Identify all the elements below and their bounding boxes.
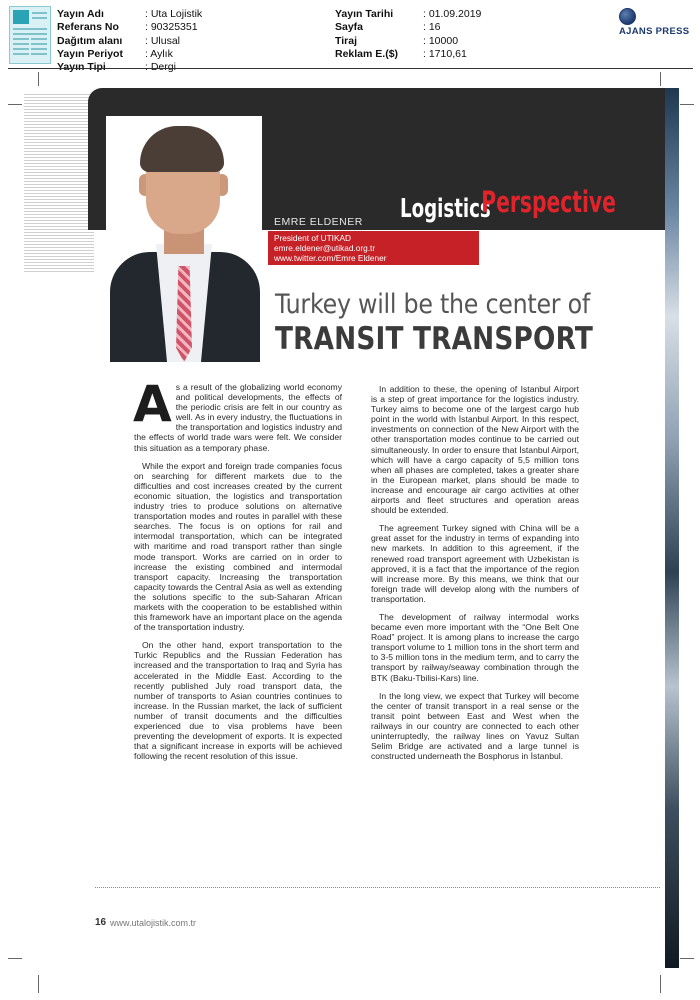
crop-mark bbox=[660, 975, 661, 993]
footer-divider bbox=[95, 887, 660, 888]
meta-value: : 1710,61 bbox=[423, 47, 467, 60]
meta-row bbox=[57, 48, 202, 61]
meta-row bbox=[335, 21, 481, 34]
meta-row bbox=[335, 8, 481, 21]
clipping-meta-right bbox=[335, 8, 481, 61]
halftone-pattern bbox=[24, 92, 94, 272]
paragraph bbox=[133, 375, 342, 453]
page-number: 16 bbox=[95, 917, 107, 928]
crop-mark bbox=[8, 104, 22, 105]
paragraph: In addition to these, the opening of Istanbul Airport is a step of great importance for the logistics industry. Turkey aims to become one of the largest cargo hub point in the world with İstanbul Airport. In this respect, investments on connection of the New Airport with the other transportation modes continue to be carried out simultaneously. In order to ensure that İstanbul Airport, which will have a cargo capacity of 5,5 million tons when all phases are completed, takes a greater share in the European market, plans should be made to increase and encourage air cargo activities at other airports and fleet structures and operation areas should be extended. bbox=[371, 384, 579, 516]
clipping-meta-left bbox=[57, 8, 202, 74]
paragraph-text: s a result of the globalizing world economy and political developments, the effects of the periodic crisis are felt in our country as well. As in every industry, the fluctuations in the transportation and logistics industry and the effects of world trade wars were felt. We consider this situation as a temporary phase. bbox=[134, 382, 342, 453]
meta-value: : Uta Lojistik bbox=[145, 8, 203, 20]
paragraph: The agreement Turkey signed with China will be a great asset for the industry in terms of expanding into new markets. In addition to this agreement, if the renewed road transport agreement with Uzbekistan is approved, it is a fact that the importance of the region will increase more. By this means, we think that our foreign trade will develop along with the numbers of transportation. bbox=[371, 523, 579, 604]
paragraph: While the export and foreign trade companies focus on searching for different markets due to the difficulties and cost increases created by the current economic situation, the logistics and transportation industry tries to produce solutions on alternative transportation modes and routes in parallel with these searches. The focus is on options for rail and intermodal transportation, which can be integrated with maritime and road transport rather than single mode transport. Works are carried on in order to increase the existing combined and intermodal transport capacity. Increasing the transportation capacity towards the Central Asia as well as extending the solutions specific to the sub-Saharan African markets with the cooperation to be established within this framework have an important place on the agenda of the transportation industry. bbox=[134, 460, 342, 633]
magazine-website[interactable]: www.utalojistik.com.tr bbox=[110, 918, 197, 928]
article-column-right bbox=[371, 384, 579, 769]
globe-icon bbox=[619, 8, 636, 25]
meta-value: : Ulusal bbox=[145, 34, 181, 47]
meta-row bbox=[57, 35, 202, 48]
meta-value: : 90325351 bbox=[145, 21, 198, 34]
crop-mark bbox=[680, 958, 694, 959]
drop-cap: A bbox=[133, 375, 172, 433]
meta-value: : 10000 bbox=[423, 34, 459, 47]
meta-label: Reklam E.($) bbox=[335, 47, 399, 60]
crop-mark bbox=[38, 72, 39, 86]
meta-label: Yayın Periyot bbox=[57, 47, 123, 60]
author-info-box bbox=[268, 231, 479, 265]
crop-mark bbox=[38, 975, 39, 993]
author-email[interactable]: emre.eldener@utikad.org.tr bbox=[274, 243, 376, 253]
headline-line-1: Turkey will be the center of bbox=[275, 289, 590, 320]
meta-value: : 01.09.2019 bbox=[423, 8, 482, 20]
crop-mark bbox=[680, 104, 694, 105]
brand-name: AJANS PRESS bbox=[619, 26, 690, 37]
paragraph: In the long view, we expect that Turkey will become the center of transit transport in a real sense or the transit point between East and West when the railways in our country are connected to each other uninterruptedly, the railway lines on Yavuz Sultan Selim Bridge are activated and a large tunnel is constructed underneath the Bosphorus in İstanbul. bbox=[371, 690, 579, 762]
meta-label: Tiraj bbox=[335, 34, 357, 47]
headline-line-2: TRANSIT TRANSPORT bbox=[275, 321, 594, 357]
meta-label: Referans No bbox=[57, 21, 119, 34]
article-column-left bbox=[133, 375, 342, 769]
meta-label: Yayın Adı bbox=[57, 8, 104, 20]
meta-value: : 16 bbox=[423, 21, 441, 34]
meta-label: Dağıtım alanı bbox=[57, 34, 123, 47]
crop-mark bbox=[8, 958, 22, 959]
author-name: EMRE ELDENER bbox=[274, 216, 363, 228]
meta-row bbox=[57, 8, 202, 21]
meta-label: Yayın Tarihi bbox=[335, 8, 394, 20]
author-role: President of UTIKAD bbox=[274, 233, 352, 243]
meta-row bbox=[57, 21, 202, 34]
section-title-logistics: Logistics bbox=[400, 194, 491, 224]
meta-label: Sayfa bbox=[335, 21, 364, 34]
crop-mark bbox=[660, 72, 661, 86]
author-twitter[interactable]: www.twitter.com/Emre Eldener bbox=[274, 253, 387, 263]
meta-value: : Aylık bbox=[145, 47, 173, 60]
page-thumbnail[interactable] bbox=[9, 6, 51, 64]
paragraph: On the other hand, export transportation to the Turkic Republics and the Russian Federation has increased and the transportation to Iraq and Syria has accelerated in the Middle East. According to the recently published July road transport data, the number of transports to Asian countries continues to increase. In the Russian market, the lack of sufficient number of transit documents and the difficulties experienced due to visa problems have been preventing the development of exports. It is expected that a significant increase in exports will be achieved following the recent resolution of this issue. bbox=[134, 640, 342, 762]
header-divider bbox=[8, 68, 693, 69]
mountain-photo-strip bbox=[665, 88, 679, 968]
author-photo bbox=[106, 116, 262, 362]
section-title-perspective: Perspective bbox=[481, 185, 616, 219]
meta-row bbox=[335, 48, 481, 61]
meta-row bbox=[335, 35, 481, 48]
paragraph: The development of railway intermodal works became even more important with the “One Belt One Road” project. It is among plans to increase the cargo transport volume to 1 million tons in the short term and to 3-5 million tons in the medium term, and to carry the transport by railway/seaway combination through the BTK (Baku-Tbilisi-Kars) line. bbox=[371, 611, 579, 683]
